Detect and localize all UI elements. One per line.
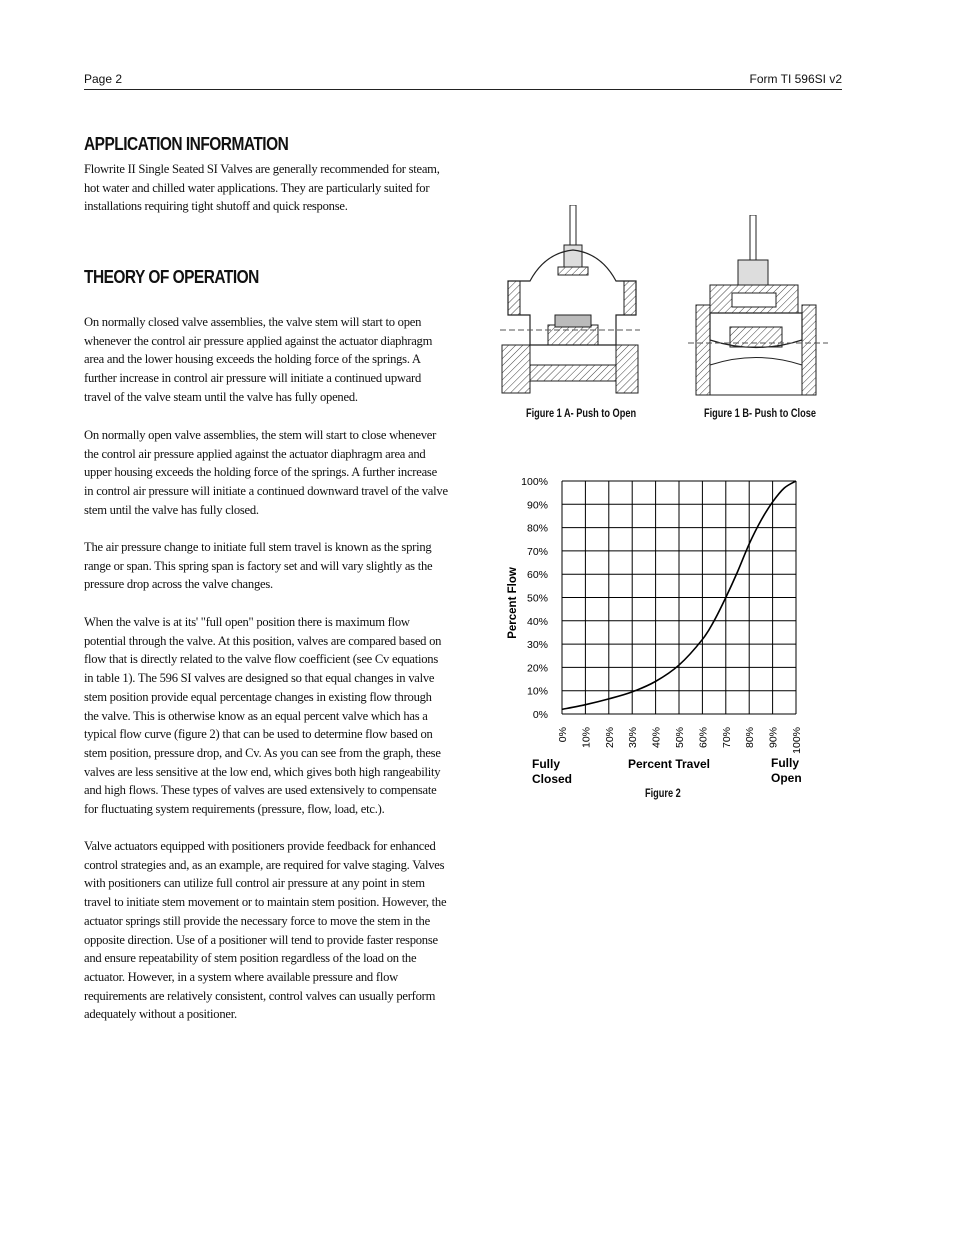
y-tick-label: 20% bbox=[526, 662, 548, 675]
header-rule bbox=[84, 89, 842, 90]
x-tick-label: 40% bbox=[650, 727, 663, 749]
x-axis-label: Percent Travel bbox=[627, 757, 711, 771]
y-tick-label: 90% bbox=[526, 499, 548, 512]
x-tick-label: 10% bbox=[580, 727, 593, 749]
fully-closed-label-line2: Closed bbox=[532, 772, 573, 786]
y-tick-label: 0% bbox=[532, 709, 548, 721]
y-tick-label: 70% bbox=[526, 545, 548, 558]
y-tick-label: 30% bbox=[526, 639, 548, 652]
y-tick-label: 10% bbox=[526, 685, 548, 698]
theory-heading: THEORY OF OPERATION bbox=[84, 267, 259, 287]
theory-paragraph-5: Valve actuators equipped with positioners provide feedback for enhanced control strategies and, as an example, are required for valve staging. Valves with positioners can utilize full control air pressure at any point in stem travel to initiate stem movement or to maintain stem position. However, the actuator springs still provide the necessary force to move the stem in the opposite direction. Use of a positioner will tend to provide faster response and ensure repeatability of stem position regardless of the load on the actuator. However, in a system where available pressure and flow requirements are relatively consistent, control valves can usually perform adequately without a positioner. bbox=[84, 839, 447, 1022]
chart-grid bbox=[562, 481, 796, 714]
x-axis-ticks bbox=[557, 727, 803, 754]
y-tick-label: 40% bbox=[526, 615, 548, 628]
form-number: Form TI 596SI v2 bbox=[749, 72, 842, 86]
theory-paragraph-4: When the valve is at its' "full open" position there is maximum flow potential through the valve. At this position, valves are compared based on flow that is directly related to the valve flow coefficient (see Cv equations in table 1). The 596 SI valves are designed so that equal changes in valve stem position provide equal percentage changes in existing flow through the valve. This is otherwise know as an equal percent valve which has a typical flow curve (figure 2) that can be used to determine flow based on stem position, pressure drop, and Cv. As you can see from the graph, these valves are less sensitive at the low end, which gives both high rangeability and high flows. These types of valves are used extensively to compensate for fluctuating system requirements (pressure, flow, load, etc.). bbox=[84, 615, 442, 817]
x-tick-label: 20% bbox=[603, 727, 616, 749]
x-tick-label: 30% bbox=[627, 727, 640, 749]
x-tick-label: 0% bbox=[557, 727, 569, 743]
y-axis-ticks bbox=[521, 476, 548, 721]
fully-open-label-line1: Fully bbox=[771, 756, 800, 770]
figure-1a-caption: Figure 1 A- Push to Open bbox=[526, 408, 637, 420]
figure-2-caption: Figure 2 bbox=[645, 788, 681, 800]
page-number: Page 2 bbox=[84, 72, 123, 86]
application-heading: APPLICATION INFORMATION bbox=[84, 134, 289, 154]
x-tick-label: 90% bbox=[767, 727, 780, 749]
theory-paragraph-1: On normally closed valve assemblies, the valve stem will start to open whenever the control air pressure applied against the actuator diaphragm area and the lower housing exceeds the holding force of the springs. A further increase in control air pressure will initiate a continued upward travel of the valve steam until the valve has fully opened. bbox=[84, 315, 433, 404]
valve-drawing-push-to-open bbox=[500, 205, 640, 400]
x-tick-label: 100% bbox=[791, 727, 803, 754]
theory-paragraph-3: The air pressure change to initiate full stem travel is known as the spring range or span. This spring span is factory set and will vary slightly as the pressure drop across the valve changes. bbox=[84, 540, 433, 592]
x-tick-label: 50% bbox=[674, 727, 686, 749]
y-axis-label: Percent Flow bbox=[507, 567, 519, 639]
figure-1b-caption: Figure 1 B- Push to Close bbox=[704, 408, 816, 420]
y-tick-label: 60% bbox=[526, 569, 548, 582]
flow-curve-chart bbox=[500, 465, 820, 795]
y-tick-label: 50% bbox=[526, 592, 548, 605]
fully-closed-label-line1: Fully bbox=[532, 757, 561, 771]
fully-open-label-line2: Open bbox=[771, 771, 802, 785]
application-paragraph: Flowrite II Single Seated SI Valves are generally recommended for steam, hot water and chilled water applications. They are particularly suited for installations requiring tight shutoff and quick response. bbox=[84, 162, 440, 214]
x-tick-label: 60% bbox=[697, 727, 710, 749]
x-tick-label: 70% bbox=[720, 727, 733, 749]
x-tick-label: 80% bbox=[744, 727, 757, 749]
theory-paragraph-2: On normally open valve assemblies, the stem will start to close whenever the control air pressure applied against the actuator diaphragm area and upper housing exceeds the holding force of the springs. A further increase in control air pressure will initiate a continued downward travel of the valve stem until the valve has fully closed. bbox=[84, 428, 448, 517]
valve-drawing-push-to-close bbox=[688, 215, 828, 400]
y-tick-label: 80% bbox=[526, 522, 548, 535]
y-tick-label: 100% bbox=[521, 476, 548, 488]
